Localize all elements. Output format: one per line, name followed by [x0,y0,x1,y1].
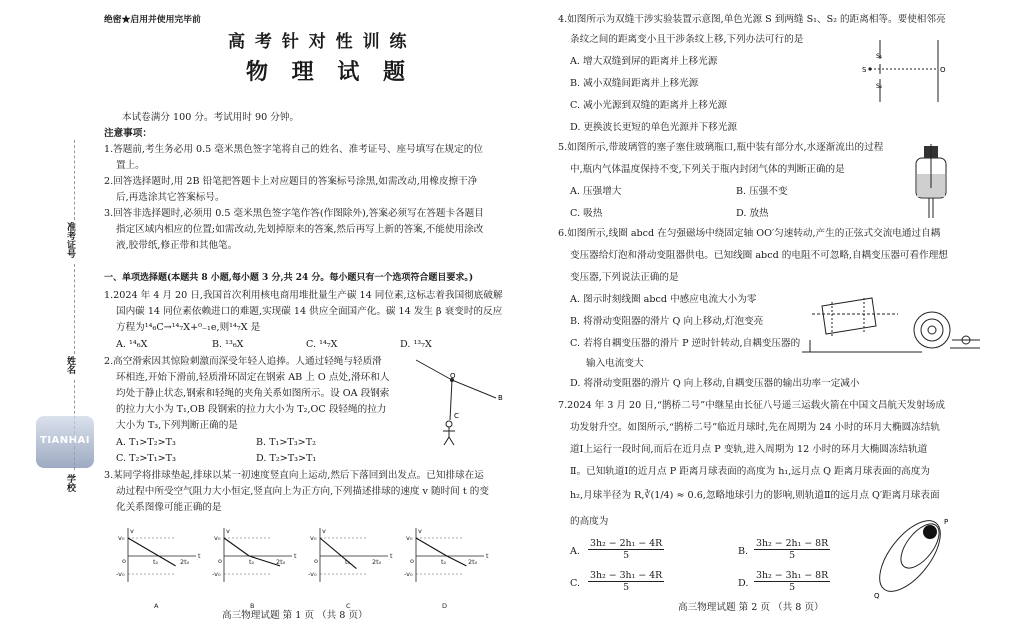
vt-line [320,538,356,569]
axis-label-v: v [226,527,230,535]
q6-option-a: A. 图示时刻线圈 abcd 中感应电流大小为零 [570,294,757,305]
axis-label-t: t [198,552,201,560]
side-label-name: 姓名 [65,356,75,374]
tick-v0: v₀ [406,534,413,542]
q2-option-a: A. T₁>T₂>T₃ [116,437,176,448]
q4-option-b: B. 减小双缝间距离并上移光源 [570,78,699,89]
axis-label-t: t [294,552,297,560]
note-line: 2.回答选择题时,用 2B 铅笔把答题卡上对应题目的答案标号涂黑,如需改动,用橡皮擦干净 [104,176,478,187]
q7-c-den: 5 [623,582,630,593]
generator-transformer-figure [802,292,982,360]
tick-v0: v₀ [118,534,125,542]
tick-minus-v0: -v₀ [212,570,221,578]
q7-text: 功发射升空。如图所示,“鹊桥二号”临近月球时,先在周期为 24 小时的环月大椭圆冻结轨 [570,422,940,433]
q7-text: 7.2024 年 3 月 20 日,“鹊桥二号”中继星由长征八号遥三运载火箭在中国文昌航天发射场成 [558,400,945,411]
tick-v0: v₀ [214,534,221,542]
graph-option-label: D [442,602,448,610]
q7-text: h₂,月球半径为 R,∛(1/4) ≈ 0.6,忽略地球引力的影响,则轨道Ⅱ的远月点 Q′距离月球表面 [570,490,940,501]
note-line: 后,再选涂其它答案标号。 [116,192,225,203]
tick-2t0: 2t₀ [468,558,478,566]
note-line: 置上。 [116,160,145,171]
q2-option-b: B. T₁>T₃>T₂ [256,437,316,448]
q1-text: 方程为¹⁴₆C→¹⁴₇X+⁰₋₁e,则¹⁴₇X 是 [116,322,261,333]
double-slit-figure [862,38,952,104]
q5-option-d: D. 放热 [736,208,769,219]
lunar-orbit-figure [868,514,952,600]
notes-heading: 注意事项： [104,128,152,139]
exam-page-2 [540,0,1020,630]
q6-text: 变压器,下列说法正确的是 [570,272,679,283]
vt-line [447,556,467,566]
tick-minus-v0: -v₀ [404,570,413,578]
q7-a-den: 5 [623,550,630,561]
graph-option-label: C [346,602,351,610]
note-line: 指定区域内相应的位置;如需改动,先划掉原来的答案,然后再写上新的答案,不能使用涂改 [116,224,484,235]
q7-option-d [754,570,830,593]
q4-option-c: C. 减小光源到双缝的距离并上移光源 [570,100,728,111]
zipline-figure [412,358,512,448]
footer-page-2: 高三物理试题 第 2 页 （共 8 页） [678,602,824,613]
label-s: S [862,66,867,74]
q5-text: 5.如图所示,带玻璃管的塞子塞住玻璃瓶口,瓶中装有部分水,水逐渐流出的过程 [558,142,884,153]
q1-text: 国内碳 14 同位素依赖进口的难题,实现碳 14 供应全面国产化。碳 14 发生 β 衰变时的反应 [116,306,503,317]
q7-text: 的高度为 [570,516,609,527]
q4-option-d: D. 更换波长更短的单色光源并下移光源 [570,122,737,133]
q2-text: 环相连,开始下滑前,轻质滑环固定在钢索 AB 上 O 点处,滑环和人 [116,372,390,383]
svg-text:P: P [944,518,949,526]
tick-t0: t₀ [441,558,447,566]
q7-b-num: 3h₂ − 2h₁ − 8R [756,538,829,549]
label-s2: S₂ [876,83,883,90]
q6-option-d: D. 将滑动变阻器的滑片 Q 向上移动,自耦变压器的输出功率一定减小 [570,378,860,389]
axis-label-v: v [130,527,134,535]
q2-text: 均处于静止状态,钢索和轻绳的夹角关系如图所示。设 OA 段钢索 [116,388,390,399]
q5-text: 中,瓶内气体温度保持不变,下列关于瓶内封闭气体的判断正确的是 [570,164,845,175]
q5-option-b: B. 压强不变 [736,186,788,197]
origin-label: o [314,557,318,565]
q1-option-c: C. ¹⁴₇X [306,339,338,350]
graph-option-label: B [250,602,255,610]
vt-line [128,538,176,566]
tick-minus-v0: -v₀ [308,570,317,578]
vt-graphs [118,528,488,610]
q5-option-c: C. 吸热 [570,208,603,219]
graph-option-label: A [154,602,159,610]
q7-b-den: 5 [789,550,796,561]
tick-t0: t₀ [249,558,255,566]
q6-option-c-cont: 输入电流变大 [586,358,644,369]
tick-2t0: 2t₀ [180,558,190,566]
section-heading: 一、单项选择题(本题共 8 小题,每小题 3 分,共 24 分。每小题只有一个选项符合题目要求。) [104,273,474,283]
axis-label-v: v [418,527,422,535]
q6-text: 变压器给灯泡和滑动变阻器供电。已知线圈 abcd 的电阻不可忽略,自耦变压器可看作理想 [570,250,948,261]
secret-label: 绝密★启用并使用完毕前 [104,15,201,25]
q7-d-den: 5 [789,582,796,593]
axis-label-v: v [322,527,326,535]
q3-text: 3.某同学将排球垫起,排球以某一初速度竖直向上运动,然后下落回到出发点。已知排球在运 [104,470,484,481]
score-info: 本试卷满分 100 分。考试用时 90 分钟。 [122,112,300,123]
tick-minus-v0: -v₀ [116,570,125,578]
side-label-zkz: 准考证号 [65,222,75,258]
q6-option-b: B. 将滑动变阻器的滑片 Q 向上移动,灯泡变亮 [570,316,764,327]
q5-option-a: A. 压强增大 [570,186,622,197]
footer-page-1: 高三物理试题 第 1 页 （共 8 页） [222,610,368,621]
q4-text: 条纹之间的距离变小且干涉条纹上移,下列办法可行的是 [570,34,804,45]
q7-option-a [588,538,664,561]
q7-text: Ⅱ。已知轨道Ⅰ的近月点 P 距离月球表面的高度为 h₁,远月点 Q 距离月球表面的高度为 [570,466,930,477]
tick-t0: t₀ [345,558,351,566]
binding-line [74,140,75,220]
watermark-logo [36,416,94,468]
tick-t0: t₀ [153,558,159,566]
q7-text: 道Ⅰ上运行一段时间,而后在近月点 P 变轨,进入周期为 12 小时的环月大椭圆冻结轨道 [570,444,928,455]
q7-option-b [754,538,830,561]
origin-label: o [410,557,414,565]
watermark-text: TIANHAI [40,435,90,446]
subject-title: 物 理 试 题 [246,59,413,85]
q7-a-num: 3h₂ − 2h₁ − 4R [590,538,663,549]
label-c: C [454,412,459,420]
tick-2t0: 2t₀ [276,558,286,566]
q2-option-c: C. T₂>T₁>T₃ [116,453,176,464]
q4-option-a: A. 增大双缝到屏的距离并上移光源 [570,56,718,67]
q6-option-c: C. 若将自耦变压器的滑片 P 逆时针转动,自耦变压器的 [570,338,801,349]
q7-option-c-label: C. [570,578,581,589]
svg-text:Q: Q [874,592,880,600]
axis-label-t: t [486,552,489,560]
q3-text: 化关系图像可能正确的是 [116,502,222,513]
origin-label: o [218,557,222,565]
label-b: B [498,394,503,402]
q7-option-a-label: A. [570,546,580,557]
label-s1: S₁ [876,53,883,60]
q1-text: 1.2024 年 4 月 20 日,我国首次利用核电商用堆批量生产碳 14 同位素,这标志着我国彻底破解 [104,290,503,301]
vt-line [416,538,447,556]
label-o: O [450,372,456,380]
q7-option-c [588,570,664,593]
vt-line [224,538,249,556]
q7-option-d-label: D. [738,578,749,589]
q1-option-b: B. ¹³₆X [212,339,244,350]
q3-text: 动过程中所受空气阻力大小恒定,竖直向上为正方向,下列描述排球的速度 v 随时间 t 的变 [116,486,489,497]
binding-line [74,264,75,354]
q1-option-d: D. ¹³₇X [400,339,432,350]
label-o: O [940,66,946,74]
origin-label: o [122,557,126,565]
q2-text: 大小为 T₃,下列判断正确的是 [116,420,238,431]
side-label-school: 学校 [65,474,75,492]
note-line: 液,胶带纸,修正带和其他笔。 [116,240,238,251]
q2-option-d: D. T₂>T₃>T₁ [256,453,317,464]
exam-title: 高 考 针 对 性 训 练 [228,32,409,52]
q2-text: 的拉力大小为 T₁,OB 段钢索的拉力大小为 T₂,OC 段轻绳的拉力 [116,404,387,415]
q4-text: 4.如图所示为双缝干涉实验装置示意图,单色光源 S 到两缝 S₁、S₂ 的距离相等。要使相邻亮 [558,14,946,25]
q1-option-a: A. ¹⁴₆X [116,339,148,350]
bottle-figure [912,144,952,222]
note-line: 1.答题前,考生务必用 0.5 毫米黑色签字笔将自己的姓名、准考证号、座号填写在规定的位 [104,144,483,155]
q2-text: 2.高空滑索因其惊险刺激而深受年轻人追捧。人通过轻绳与轻质滑 [104,356,382,367]
q7-option-b-label: B. [738,546,749,557]
q7-c-num: 3h₂ − 3h₁ − 4R [590,570,663,581]
q7-d-num: 3h₂ − 3h₁ − 8R [756,570,829,581]
note-line: 3.回答非选择题时,必须用 0.5 毫米黑色签字笔作答(作图除外),答案必须写在答题卡各题目 [104,208,484,219]
tick-v0: v₀ [310,534,317,542]
tick-2t0: 2t₀ [372,558,382,566]
q6-text: 6.如图所示,线圈 abcd 在匀强磁场中绕固定轴 OO′匀速转动,产生的正弦式交流电通过自耦 [558,228,941,239]
axis-label-t: t [390,552,393,560]
